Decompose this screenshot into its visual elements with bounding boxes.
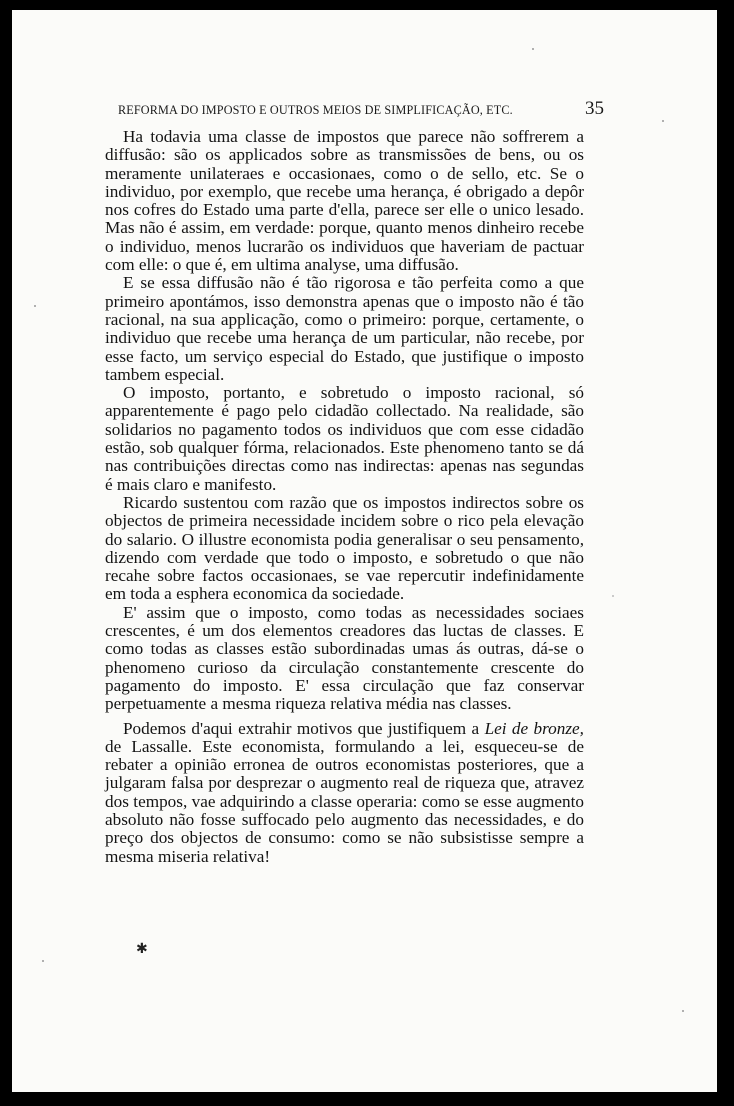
- paragraph-text-after-italic: de Lassalle. Este economista, formulando a lei, esqueceu-se de rebater a opinião erronea de outros economistas posteriores, que a julgaram falsa por desprezar o augmento real de riqueza que, atravez dos tempos, vae adquirindo a classe operaria: como se esse augmento absoluto não fosse suffocado pelo augmento das necessidades, e do preço dos objectos de consumo: como se não subsistisse sempre a mesma miseria relativa!: [105, 736, 584, 866]
- paragraph-last: [105, 720, 584, 866]
- paragraph: E' assim que o imposto, como todas as necessidades sociaes crescentes, é um dos elementos creadores das luctas de classes. E como todas as classes estão subordinadas umas ás outras, dá-se o phenomeno curioso da circulação constantemente crescente do pagamento do imposto. E' essa circulação que faz conservar perpetuamente a mesma riqueza relativa média nas classes.: [105, 602, 584, 714]
- paragraph: E se essa diffusão não é tão rigorosa e tão perfeita como a que primeiro apontámos, isso demonstra apenas que o imposto não é tão racional, na sua applicação, como o primeiro: porque, certamente, o individuo que recebe uma herança de um particular, não recebe, por esse facto, um serviço especial do Estado, que justifique o imposto tambem especial.: [105, 273, 584, 384]
- running-head: [118, 98, 604, 120]
- paragraph-text-before-italic: Podemos d'aqui extrahir motivos que justifiquem a: [123, 718, 485, 738]
- paragraph: Ha todavia uma classe de impostos que parece não soffrerem a diffusão: são os applicados sobre as transmissões de bens, ou os meramente unilateraes e occasionaes, como o de sello, etc. Se o individuo, por exemplo, que recebe uma herança, é obrigado a depôr nos cofres do Estado uma parte d'ella, parece ser elle o unico lesado. Mas não é assim, em verdade: porque, quanto menos dinheiro recebe o individuo, menos lucrarão os individuos que haveriam de pactuar com elle: o que é, em ultima analyse, uma diffusão.: [105, 127, 584, 275]
- print-speck: [42, 960, 44, 962]
- print-speck: [662, 120, 664, 122]
- print-speck: [532, 48, 534, 50]
- print-speck: [682, 1010, 684, 1012]
- page-number: 35: [585, 98, 604, 119]
- running-title: REFORMA DO IMPOSTO E OUTROS MEIOS DE SIMPLIFICAÇÃO, ETC.: [118, 103, 513, 117]
- paragraph: Ricardo sustentou com razão que os impostos indirectos sobre os objectos de primeira necessidade incidem sobre o rico pela elevação do salario. O illustre economista podia generalisar o seu pensamento, dizendo com verdade que todo o imposto, e sobretudo o que não recahe sobre factos occasionaes, se vae repercutir indefinidamente em toda a esphera economica da sociedade.: [105, 492, 584, 604]
- italic-title-lei-de-bronze: Lei de bronze,: [484, 718, 584, 738]
- paragraph: O imposto, portanto, e sobretudo o imposto racional, só apparentemente é pago pelo cidadão collectado. Na realidade, são solidarios no pagamento todos os individuos que com esse cidadão estão, sob qualquer fórma, relacionados. Este phenomeno tanto se dá nas contribuições directas como nas indirectas: apenas nas segundas é mais claro e manifesto.: [105, 383, 584, 494]
- asterisk-ornament-icon: ✱: [136, 941, 148, 957]
- print-speck: [34, 305, 36, 307]
- print-speck: [612, 595, 614, 597]
- book-page: [12, 10, 717, 1092]
- body-text: [105, 128, 584, 866]
